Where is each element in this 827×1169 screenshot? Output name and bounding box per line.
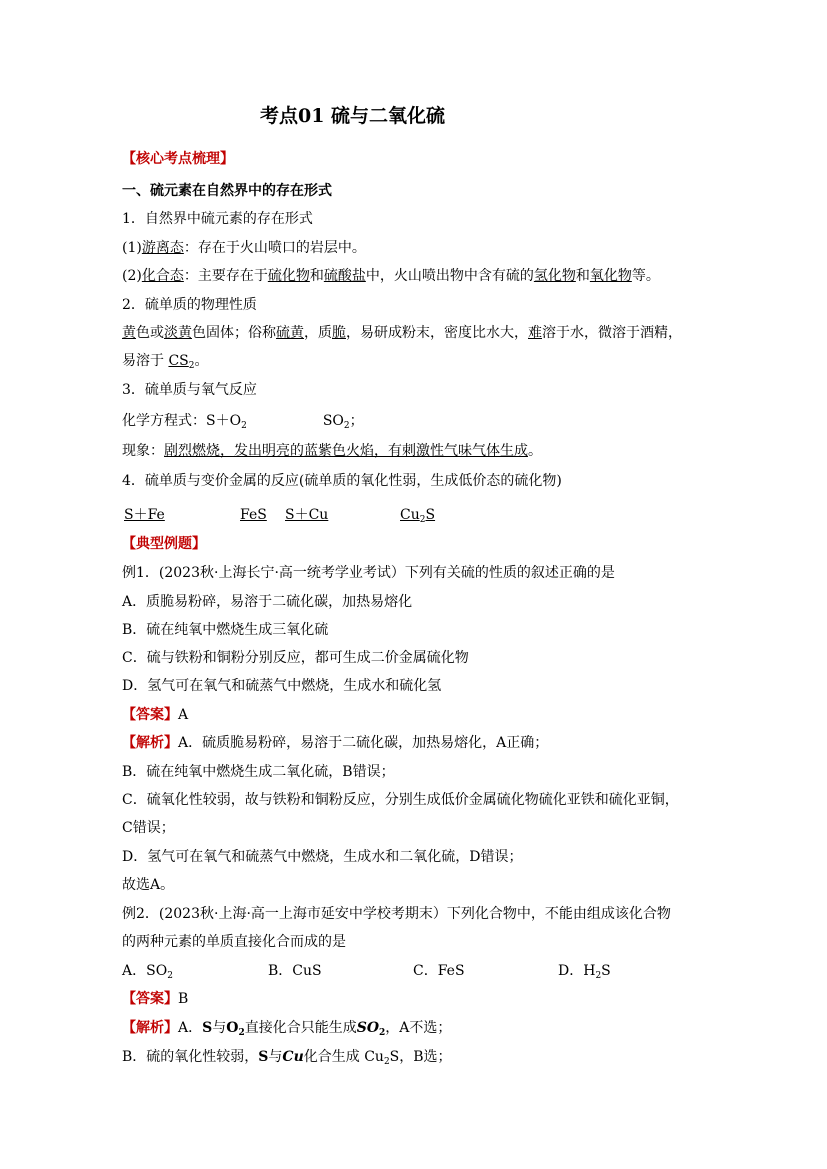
- example-1-option-d: D．氢气可在氧气和硫蒸气中燃烧，生成水和硫化氢: [122, 678, 442, 694]
- example-1-answer: 【答案】A: [122, 707, 189, 723]
- example-1-analysis-4: C错误；: [122, 820, 175, 836]
- example-1-conclusion: 故选A。: [122, 877, 175, 893]
- heading-sulfur-in-nature: 一、硫元素在自然界中的存在形式: [122, 183, 332, 199]
- physical-properties-line-2: 易溶于 $CS_2$。: [122, 353, 209, 371]
- product-cu2s: $Cu_2S$: [400, 507, 436, 525]
- example-2-option-d: D．$H_2S$: [558, 963, 611, 981]
- example-2-option-c: C．FeS: [413, 963, 465, 979]
- example-1-option-b: B．硫在纯氧中燃烧生成三氧化硫: [122, 622, 329, 638]
- example-2-answer: 【答案】B: [122, 991, 189, 1007]
- section-core-points: 【核心考点梳理】: [122, 151, 234, 167]
- example-1-option-a: A．质脆易粉碎，易溶于二硫化碳，加热易熔化: [122, 594, 413, 610]
- item-3: 3．硫单质与氧气反应: [122, 382, 257, 398]
- product-fes: FeS: [240, 507, 267, 523]
- item-2: 2．硫单质的物理性质: [122, 297, 257, 313]
- example-2-analysis-2: B．硫的氧化性较弱，S与Cu化合生成 $Cu_2S$，B选；: [122, 1049, 452, 1067]
- example-1-option-c: C．硫与铁粉和铜粉分别反应，都可生成二价金属硫化物: [122, 650, 469, 666]
- physical-properties-line-1: 黄色或淡黄色固体；俗称硫黄，质脆，易研成粉末，密度比水大，难溶于水，微溶于酒精，: [122, 325, 682, 341]
- example-1-question: 例1．(2023秋·上海长宁·高一统考学业考试）下列有关硫的性质的叙述正确的是: [122, 565, 615, 581]
- example-2-question-line-2: 的两种元素的单质直接化合而成的是: [122, 934, 346, 950]
- example-1-analysis-3: C．硫氧化性较弱，故与铁粉和铜粉反应，分别生成低价金属硫化物硫化亚铁和硫化亚铜，: [122, 792, 679, 808]
- item-free-state: (1)游离态：存在于火山喷口的岩层中。: [122, 240, 366, 256]
- phenomenon: 现象：剧烈燃烧，发出明亮的蓝紫色火焰，有刺激性气味气体生成。: [122, 443, 542, 459]
- page-title: 考点01 硫与二氧化硫: [260, 105, 446, 127]
- reaction-s-cu: S＋Cu: [285, 507, 329, 523]
- example-1-analysis-1: 【解析】A．硫质脆易粉碎，易溶于二硫化碳，加热易熔化，A正确；: [122, 735, 549, 751]
- section-typical-examples: 【典型例题】: [122, 536, 206, 552]
- item-4: 4．硫单质与变价金属的反应(硫单质的氧化性弱，生成低价态的硫化物): [122, 473, 562, 489]
- example-2-option-a: A．$SO_2$: [122, 963, 173, 981]
- item-1: 1．自然界中硫元素的存在形式: [122, 211, 313, 227]
- example-2-option-b: B．CuS: [268, 963, 322, 979]
- item-combined-state: (2)化合态：主要存在于硫化物和硫酸盐中，火山喷出物中含有硫的氢化物和氧化物等。: [122, 268, 660, 284]
- equation-s-o2: 化学方程式：$S+O_2$ $SO_2$；: [122, 413, 364, 431]
- example-1-analysis-2: B．硫在纯氧中燃烧生成二氧化硫，B错误；: [122, 764, 395, 780]
- example-1-analysis-5: D．氢气可在氧气和硫蒸气中燃烧，生成水和二氧化硫，D错误；: [122, 849, 523, 865]
- example-2-question-line-1: 例2．(2023秋·上海·高一上海市延安中学校考期末）下列化合物中，不能由组成该化合物: [122, 906, 671, 922]
- reaction-s-fe: S＋Fe: [124, 507, 165, 523]
- example-2-analysis-1: 【解析】A．S与$O_2$直接化合只能生成$SO_2$，A不选；: [122, 1020, 452, 1038]
